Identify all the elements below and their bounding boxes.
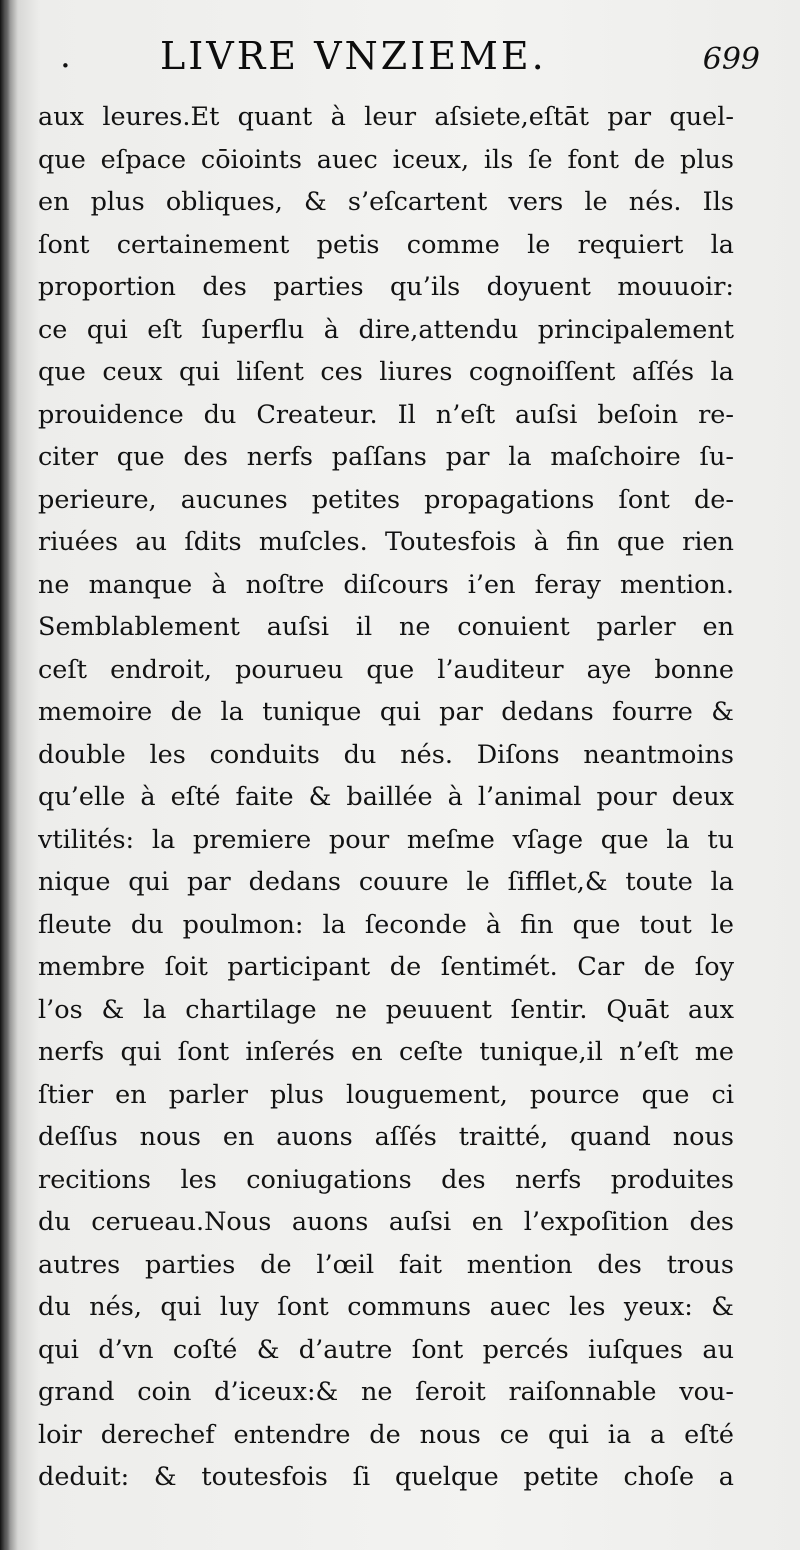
text-line-25: deſſus nous en auons aſſés traitté, quand nous bbox=[38, 1122, 734, 1152]
text-line-31: grand coin d’iceux:& ne ſeroit raiſonnable vou- bbox=[38, 1377, 734, 1407]
running-head bbox=[60, 34, 760, 84]
text-line-32: loir derechef entendre de nous ce qui ia a eſté bbox=[38, 1419, 734, 1450]
text-line-6: ce qui eſt ſuperflu à dire,attendu principalement bbox=[38, 314, 734, 345]
text-line-9: citer que des nerfs paſſans par la maſchoire ſu- bbox=[38, 442, 734, 472]
text-line-3: en plus obliques, & s’eſcartent vers le nés. Ils bbox=[38, 187, 734, 217]
text-line-5: proportion des parties qu’ils doyuent mouuoir: bbox=[38, 272, 734, 302]
text-line-30: qui d’vn coſté & d’autre ſont percés iuſques au bbox=[38, 1334, 734, 1365]
text-line-33: deduit: & toutesfois ſi quelque petite choſe a bbox=[38, 1462, 734, 1492]
text-line-11: riuées au ſdits muſcles. Toutesfois à fin que rien bbox=[38, 527, 734, 557]
text-line-29: du nés, qui luy ſont communs auec les yeux: & bbox=[38, 1292, 734, 1322]
text-line-7: que ceux qui liſent ces liures cognoiſſent aſſés la bbox=[38, 357, 734, 387]
text-line-19: nique qui par dedans couure le ſifflet,& toute la bbox=[38, 867, 734, 897]
text-line-15: memoire de la tunique qui par dedans fourre & bbox=[38, 697, 734, 727]
book-gutter-shadow bbox=[0, 0, 10, 1550]
text-line-4: ſont certainement petis comme le requiert la bbox=[38, 229, 734, 260]
text-line-26: recitions les coniugations des nerfs produites bbox=[38, 1164, 734, 1195]
text-line-13: Semblablement auſsi il ne conuient parler en bbox=[38, 612, 734, 642]
chapter-title: LIVRE VNZIEME. bbox=[160, 34, 547, 78]
body-text bbox=[38, 96, 734, 1499]
text-line-18: vtilités: la premiere pour meſme vſage que la tu bbox=[38, 824, 734, 855]
text-line-16: double les conduits du nés. Diſons neantmoins bbox=[38, 739, 734, 770]
text-line-21: membre ſoit participant de ſentimét. Car de ſoy bbox=[38, 952, 734, 982]
text-line-23: nerfs qui ſont inſerés en ceſte tunique,il n’eſt me bbox=[38, 1037, 734, 1067]
text-line-8: prouidence du Createur. Il n’eſt auſsi beſoin re- bbox=[38, 399, 734, 430]
text-line-1: aux leures.Et quant à leur aſsiete,eſtāt par quel- bbox=[38, 102, 734, 132]
text-line-12: ne manque à noſtre diſcours i’en feray mention. bbox=[38, 569, 734, 600]
text-line-17: qu’elle à eſté faite & baillée à l’animal pour deux bbox=[38, 782, 734, 812]
text-line-28: autres parties de l’œil fait mention des trous bbox=[38, 1249, 734, 1280]
page-number: 699 bbox=[702, 42, 760, 77]
text-line-14: ceſt endroit, pourueu que l’auditeur aye bonne bbox=[38, 654, 734, 685]
text-line-10: perieure, aucunes petites propagations ſont de- bbox=[38, 484, 734, 515]
text-line-27: du cerueau.Nous auons auſsi en l’expoſition des bbox=[38, 1207, 734, 1237]
header-dot: . bbox=[60, 36, 71, 76]
text-line-20: fleute du poulmon: la ſeconde à fin que tout le bbox=[38, 909, 734, 940]
text-line-24: ſtier en parler plus louguement, pource que ci bbox=[38, 1079, 734, 1110]
text-line-2: que eſpace cōioints auec iceux, ils ſe font de plus bbox=[38, 144, 734, 175]
text-line-22: l’os & la chartilage ne peuuent ſentir. Quāt aux bbox=[38, 994, 734, 1025]
